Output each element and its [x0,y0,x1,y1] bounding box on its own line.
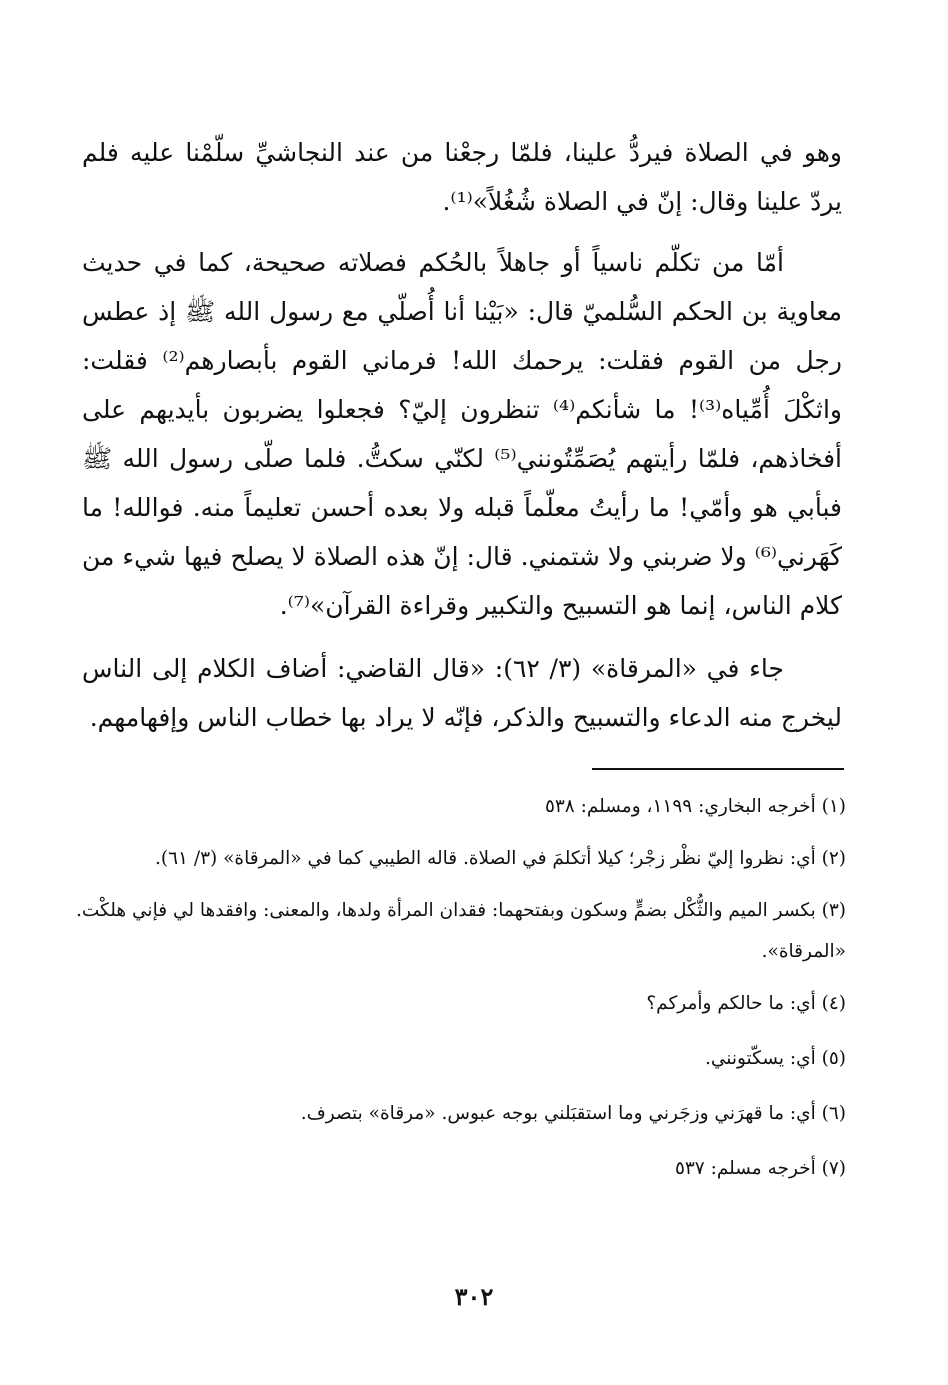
footnote-6: (٦) أي: ما قهرَني وزجَرني وما استقبَلني بوجه عبوس. «مرقاة» بتصرف. [300,1103,846,1124]
body-paragraph-1: وهو في الصلاة فيردُّ علينا، فلمّا رجعْنا من عند النجاشيِّ سلّمْنا عليه فلم يردّ علينا وقال: إنّ في الصلاة شُغُلاً»⁽¹⁾. [82,138,842,216]
footnote-5: (٥) أي: يسكّتونني. [704,1048,846,1069]
footnote-2: (٢) أي: نظروا إليّ نظْر زجْر؛ كيلا أتكلمَ في الصلاة. قاله الطيبي كما في «المرقاة» (٣/ ٦١). [154,848,846,869]
body-paragraph-3-text: جاء في «المرقاة» (٣/ ٦٢): «قال القاضي: أضاف الكلام إلى الناس ليخرج منه الدعاء والتسبيح والذكر، فإنّه لا يراد بها خطاب الناس وإفهامهم. [82,654,842,732]
page-number: ٣٠٢ [454,1282,494,1311]
body-paragraph-3 [82,644,842,742]
footnote-divider [592,768,844,770]
main-text [82,128,842,742]
footnote-3: (٣) بكسر الميم والثُّكْل بضمٍّ وسكون وبفتحهما: فقدان المرأة ولدها، والمعنى: وافقدها لي فإني هلكْت. «المرقاة». [75,900,846,962]
footnote-1: (١) أخرجه البخاري: ١١٩٩، ومسلم: ٥٣٨ [544,796,846,817]
footnote-4: (٤) أي: ما حالكم وأمركم؟ [646,993,846,1014]
footnotes [76,786,846,1203]
footnote-7: (٧) أخرجه مسلم: ٥٣٧ [674,1158,846,1179]
body-paragraph-2 [82,238,842,630]
body-paragraph-2-text: أمّا من تكلّم ناسياً أو جاهلاً بالحُكم فصلاته صحيحة، كما في حديث معاوية بن الحكم السُّلميّ قال: «بَيْنا أنا أُصلّي مع رسول الله ﷺ إذ عطس رجل من القوم فقلت: يرحمك الله! فرماني القوم بأبصارهم⁽²⁾ فقلت: واثكْلَ أُمِّياه⁽³⁾! ما شأنكم⁽⁴⁾ تنظرون إليّ؟ فجعلوا يضربون بأيديهم على أفخاذهم، فلمّا رأيتهم يُصَمِّتُونني⁽⁵⁾ لكنّي سكتُّ. فلما صلّى رسول الله ﷺ فبأبي هو وأمّي! ما رأيتُ معلّماً قبله ولا بعده أحسن تعليماً منه. فوالله! ما كَهَرني⁽⁶⁾ ولا ضربني ولا شتمني. قال: إنّ هذه الصلاة لا يصلح فيها شيء من كلام الناس، إنما هو التسبيح والتكبير وقراءة القرآن»⁽⁷⁾. [82,248,842,620]
